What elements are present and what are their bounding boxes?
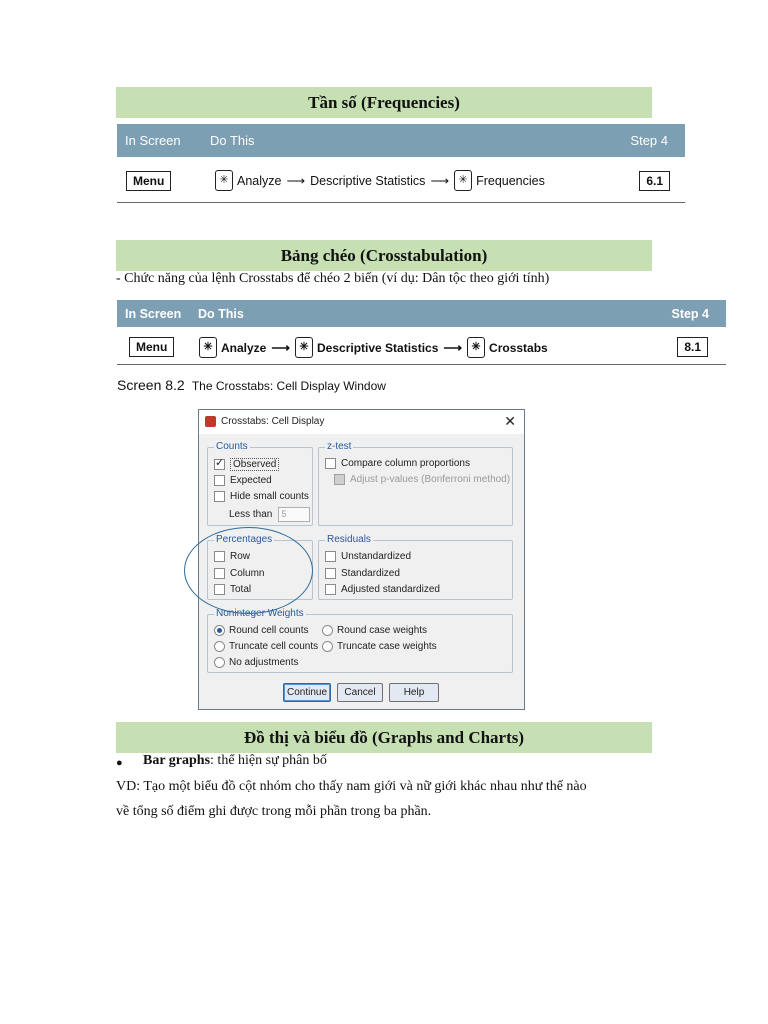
table-bottom-rule [117,364,726,365]
hide-small-option[interactable] [214,491,309,502]
step-header: Step 4 [671,307,709,321]
menu-path [199,337,548,358]
descriptive-menu-item: Descriptive Statistics [310,173,426,188]
expected-checkbox[interactable] [214,475,225,486]
percentages-group-label: Percentages [216,534,273,545]
step-number: 6.1 [639,171,670,191]
compare-column-checkbox[interactable] [325,458,336,469]
hide-small-checkbox[interactable] [214,491,225,502]
section-title-frequencies: Tần số (Frequencies) [116,87,652,118]
round-case-label: Round case weights [337,625,428,636]
adjust-p-checkbox [334,474,345,485]
table-header [117,124,685,157]
analyze-menu-item: Analyze [237,173,282,188]
dialog-titlebar [199,410,524,434]
round-case-radio[interactable] [322,625,333,636]
weights-group [207,608,513,673]
section-title-crosstab: Bảng chéo (Crosstabulation) [116,240,652,271]
compare-column-label: Compare column proportions [341,458,470,469]
standardized-checkbox[interactable] [325,568,336,579]
truncate-case-radio[interactable] [322,641,333,652]
in-screen-header: In Screen [125,133,181,148]
adjust-p-label: Adjust p-values (Bonferroni method) [350,474,511,485]
no-adjust-label: No adjustments [229,657,299,668]
counts-group [207,441,313,526]
frequencies-menu-item: Frequencies [476,173,545,188]
row-label: Row [230,551,251,562]
observed-option[interactable] [214,458,279,471]
standardized-label: Standardized [341,568,400,579]
adjusted-standardized-label: Adjusted standardized [341,584,440,595]
table-header [117,300,726,327]
dialog-title: Crosstabs: Cell Display [221,416,325,427]
less-than-input[interactable]: 5 [278,507,310,522]
help-button[interactable]: Help [389,683,439,702]
observed-checkbox[interactable] [214,459,225,470]
screen-number: Screen 8.2 [117,377,185,393]
adjust-p-option [334,474,510,485]
crosstabs-menu-item: Crosstabs [489,340,548,355]
round-cell-option[interactable] [214,625,309,636]
arrow-right-icon: ⟶ [430,172,450,188]
arrow-right-icon: ⟶ [286,172,306,188]
ztest-group [318,441,513,526]
spss-menu-icon: ✳ [454,170,472,191]
bar-graphs-desc: : thể hiện sự phân bố [210,753,327,768]
truncate-case-label: Truncate case weights [337,641,437,652]
in-screen-header: In Screen [125,307,182,321]
menu-label: Menu [126,171,171,191]
no-adjust-radio[interactable] [214,657,225,668]
close-icon[interactable]: ✕ [504,413,516,429]
crosstabs-steps-table [117,300,726,366]
bullet-icon: ● [116,757,123,769]
no-adjust-option[interactable] [214,657,298,668]
screen-caption [117,377,386,393]
unstandardized-checkbox[interactable] [325,551,336,562]
do-this-header: Do This [210,133,255,148]
arrow-right-icon: ⟶ [443,339,463,355]
frequencies-steps-table [117,124,685,204]
bar-graphs-line [143,753,327,769]
menu-path [215,170,545,191]
section-title-graphs: Đồ thị và biểu đồ (Graphs and Charts) [116,722,652,753]
less-than-row [229,507,310,522]
expected-option[interactable] [214,475,272,486]
percentages-highlight-ellipse [184,527,313,614]
bar-graphs-term: Bar graphs [143,753,211,768]
example-line-2: về tổng số điểm ghi được trong mỗi phần trong ba phần. [116,804,432,819]
unstandardized-option[interactable] [325,551,411,562]
crosstab-description: - Chức năng của lệnh Crosstabs để chéo 2 biến (ví dụ: Dân tộc theo giới tính) [116,271,550,286]
spss-menu-icon: ✳ [467,337,485,358]
menu-label: Menu [129,337,174,357]
spss-menu-icon: ✳ [295,337,313,358]
spss-menu-icon: ✳ [215,170,233,191]
less-than-label: Less than [229,509,273,520]
app-icon [205,416,216,427]
weights-group-label: Noninteger Weights [216,608,304,619]
truncate-case-option[interactable] [322,641,437,652]
round-case-option[interactable] [322,625,427,636]
do-this-header: Do This [198,307,244,321]
arrow-right-icon: ⟶ [271,339,290,355]
round-cell-label: Round cell counts [229,625,309,636]
table-bottom-rule [117,202,685,203]
adjusted-standardized-option[interactable] [325,584,440,595]
counts-group-label: Counts [216,441,248,452]
round-cell-radio[interactable] [214,625,225,636]
descriptive-menu-item: Descriptive Statistics [317,340,439,355]
expected-label: Expected [230,475,272,486]
ztest-group-label: z-test [327,441,352,452]
screen-caption-text: The Crosstabs: Cell Display Window [191,379,386,393]
compare-column-option[interactable] [325,458,470,469]
truncate-cell-radio[interactable] [214,641,225,652]
truncate-cell-option[interactable] [214,641,318,652]
standardized-option[interactable] [325,568,400,579]
step-number: 8.1 [677,337,708,357]
unstandardized-label: Unstandardized [341,551,412,562]
truncate-cell-label: Truncate cell counts [229,641,319,652]
observed-label: Observed [230,458,279,471]
residuals-group-label: Residuals [327,534,371,545]
example-line-1: VD: Tạo một biểu đồ cột nhóm cho thấy nam giới và nữ giới khác nhau như thế nào [116,779,587,794]
total-label: Total [230,584,252,595]
step-header: Step 4 [630,133,668,148]
hide-small-label: Hide small counts [230,491,309,502]
adjusted-standardized-checkbox[interactable] [325,584,336,595]
continue-button[interactable]: Continue [283,683,331,702]
cancel-button[interactable]: Cancel [337,683,383,702]
residuals-group [318,534,513,600]
analyze-menu-item: Analyze [221,340,267,355]
column-label: Column [230,568,265,579]
spss-menu-icon: ✳ [199,337,217,358]
